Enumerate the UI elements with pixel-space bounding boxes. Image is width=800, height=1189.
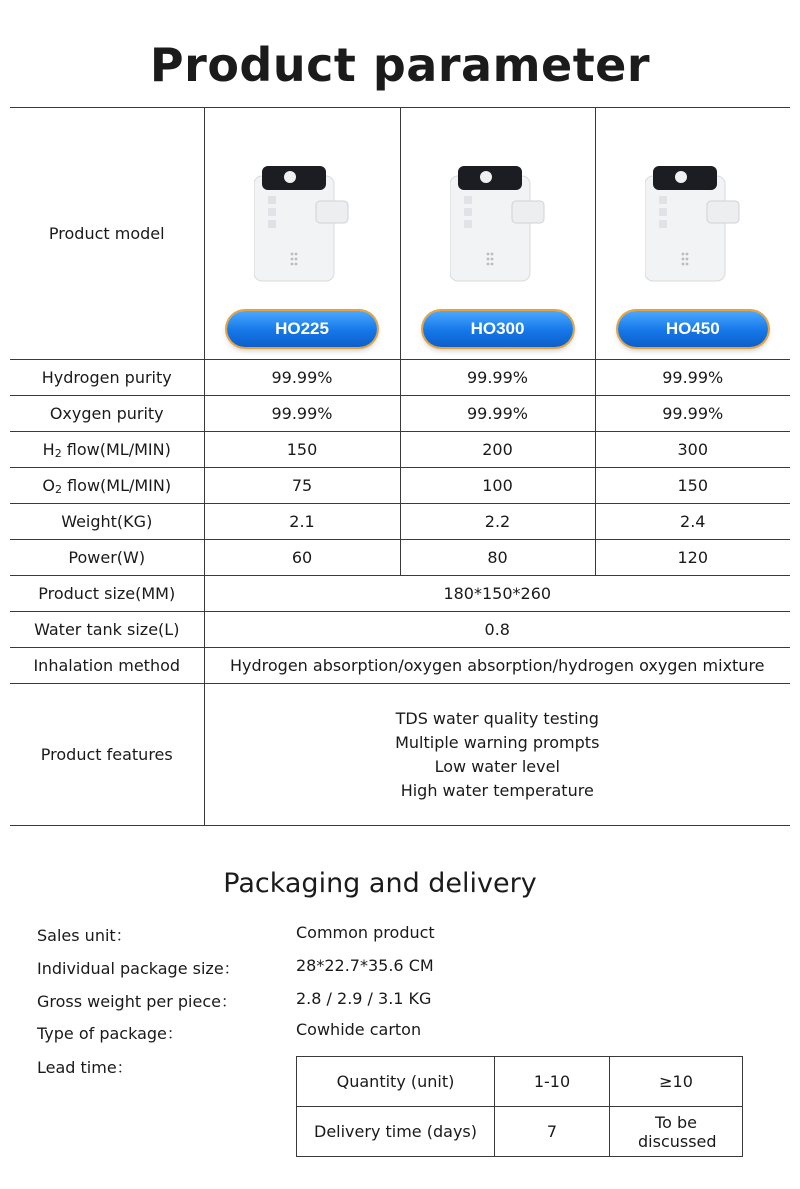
cell-value: 180*150*260 xyxy=(204,576,790,612)
device-image xyxy=(450,166,546,284)
page-title: Product parameter xyxy=(149,38,651,92)
row-label: Water tank size(L) xyxy=(10,612,204,648)
table-row xyxy=(297,1107,743,1157)
cell-value: 2.4 xyxy=(595,504,790,540)
cell-value: 120 xyxy=(595,540,790,576)
model-badge-2: HO300 xyxy=(423,311,573,347)
features-row xyxy=(10,684,790,826)
device-image xyxy=(254,166,350,284)
row-label xyxy=(10,432,204,468)
row-label: Product size(MM) xyxy=(10,576,204,612)
row-label: Oxygen purity xyxy=(10,396,204,432)
model-label: Product model xyxy=(10,108,204,360)
row-label xyxy=(10,468,204,504)
cell-value: 80 xyxy=(400,540,595,576)
pack-label: Gross weight per piece： xyxy=(37,992,237,1011)
feature-item: Multiple warning prompts xyxy=(395,732,600,752)
feature-item: TDS water quality testing xyxy=(395,708,599,728)
pack-value: Common product xyxy=(296,923,435,942)
cell-value: Quantity (unit) xyxy=(297,1057,495,1107)
cell-value: 150 xyxy=(595,468,790,504)
cell-value: 99.99% xyxy=(595,360,790,396)
row-label: Hydrogen purity xyxy=(10,360,204,396)
cell-value: 99.99% xyxy=(400,396,595,432)
model-row xyxy=(10,108,790,360)
cell-value: 75 xyxy=(204,468,400,504)
row-label: Power(W) xyxy=(10,540,204,576)
model-cell-2 xyxy=(400,108,595,360)
cell-value: To be discussed xyxy=(610,1107,743,1157)
label-rest: flow(ML/MIN) xyxy=(61,440,171,459)
cell-value: 200 xyxy=(400,432,595,468)
table-row xyxy=(10,612,790,648)
cell-value: Hydrogen absorption/oxygen absorption/hydrogen oxygen mixture xyxy=(204,648,790,684)
table-row xyxy=(10,468,790,504)
cell-value: 1-10 xyxy=(495,1057,610,1107)
cell-value: 2.1 xyxy=(204,504,400,540)
label-rest: flow(ML/MIN) xyxy=(61,476,172,495)
cell-value: 7 xyxy=(495,1107,610,1157)
features-list xyxy=(204,684,790,826)
model-badge-3: HO450 xyxy=(618,311,768,347)
cell-value: 99.99% xyxy=(204,360,400,396)
cell-value: 99.99% xyxy=(400,360,595,396)
row-label: Weight(KG) xyxy=(10,504,204,540)
pack-value: Cowhide carton xyxy=(296,1020,422,1039)
feature-item: Low water level xyxy=(434,756,560,776)
pack-label: Individual package size： xyxy=(37,959,240,978)
cell-value: 99.99% xyxy=(595,396,790,432)
table-row xyxy=(10,360,790,396)
label-subscript: 2 xyxy=(54,447,62,460)
cell-value: Delivery time (days) xyxy=(297,1107,495,1157)
pack-label: Type of package： xyxy=(37,1024,183,1043)
table-row xyxy=(10,648,790,684)
label-prefix: H xyxy=(42,440,55,459)
table-row xyxy=(10,504,790,540)
pack-label: Sales unit： xyxy=(37,926,132,945)
cell-value: 100 xyxy=(400,468,595,504)
cell-value: 0.8 xyxy=(204,612,790,648)
table-row xyxy=(10,540,790,576)
cell-value: 60 xyxy=(204,540,400,576)
label-prefix: O xyxy=(42,476,55,495)
parameter-table xyxy=(10,107,790,826)
pack-value: 2.8 / 2.9 / 3.1 KG xyxy=(296,989,432,1008)
table-row xyxy=(10,396,790,432)
cell-value: 99.99% xyxy=(204,396,400,432)
feature-item: High water temperature xyxy=(400,780,594,800)
lead-time-table xyxy=(296,1056,743,1157)
device-image xyxy=(645,166,741,284)
cell-value: 2.2 xyxy=(400,504,595,540)
cell-value: ≥10 xyxy=(610,1057,743,1107)
model-badge-1: HO225 xyxy=(227,311,377,347)
table-row xyxy=(10,432,790,468)
packaging-title: Packaging and delivery xyxy=(223,868,537,899)
label-subscript: 2 xyxy=(54,483,62,496)
pack-value: 28*22.7*35.6 CM xyxy=(296,956,434,975)
table-row xyxy=(10,576,790,612)
row-label: Product features xyxy=(10,684,204,826)
pack-label: Lead time： xyxy=(37,1058,133,1077)
cell-value: 300 xyxy=(595,432,790,468)
model-cell-1 xyxy=(204,108,400,360)
model-cell-3 xyxy=(595,108,790,360)
cell-value: 150 xyxy=(204,432,400,468)
row-label: Inhalation method xyxy=(10,648,204,684)
table-row xyxy=(297,1057,743,1107)
